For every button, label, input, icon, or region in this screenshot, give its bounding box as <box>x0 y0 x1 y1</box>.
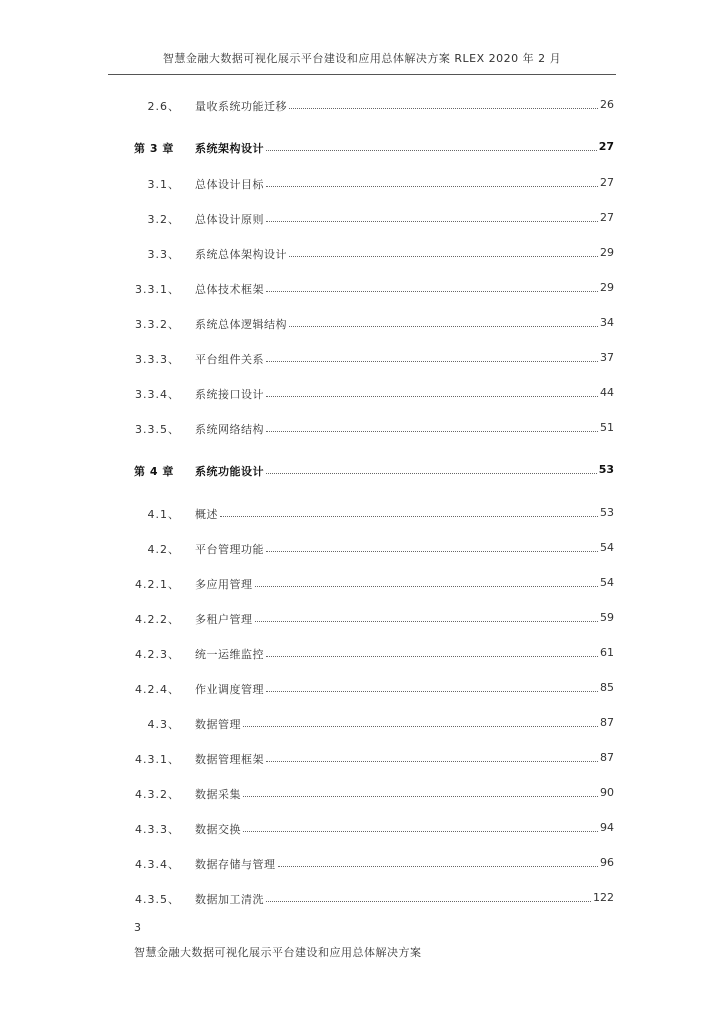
toc-dot-leader <box>266 361 598 362</box>
toc-entry-title: 平台组件关系 <box>195 353 264 366</box>
toc-chapter-entry[interactable] <box>0 140 724 160</box>
toc-dot-leader <box>243 726 598 727</box>
toc-entry-title: 系统架构设计 <box>195 142 264 155</box>
toc-chapter-entry[interactable] <box>0 463 724 483</box>
toc-entry[interactable] <box>0 421 724 441</box>
toc-entry[interactable] <box>0 351 724 371</box>
toc-entry-title: 系统网络结构 <box>195 423 264 436</box>
toc-entry-number: 4.2、 <box>147 543 180 556</box>
toc-dot-leader <box>266 901 591 902</box>
toc-entry-title: 系统功能设计 <box>195 465 264 478</box>
toc-dot-leader <box>243 796 598 797</box>
toc-entry-number: 3.1、 <box>147 178 180 191</box>
toc-entry-page: 122 <box>593 891 614 904</box>
toc-entry-number: 3.3.5、 <box>135 423 180 436</box>
toc-entry-number: 3.3.3、 <box>135 353 180 366</box>
toc-entry-title: 量收系统功能迁移 <box>195 100 287 113</box>
toc-entry[interactable] <box>0 611 724 631</box>
toc-dot-leader <box>255 621 599 622</box>
toc-entry[interactable] <box>0 316 724 336</box>
toc-entry-number: 3.3.1、 <box>135 283 180 296</box>
toc-entry-number: 4.3.1、 <box>135 753 180 766</box>
footer-doc-title: 智慧金融大数据可视化展示平台建设和应用总体解决方案 <box>134 946 422 959</box>
toc-entry-number: 4.2.2、 <box>135 613 180 626</box>
toc-entry-page: 87 <box>600 716 614 729</box>
toc-entry-title: 多应用管理 <box>195 578 253 591</box>
toc-entry-title: 数据管理 <box>195 718 241 731</box>
toc-entry[interactable] <box>0 646 724 666</box>
toc-entry-title: 系统总体架构设计 <box>195 248 287 261</box>
toc-dot-leader <box>266 551 598 552</box>
toc-dot-leader <box>289 108 598 109</box>
toc-entry-page: 94 <box>600 821 614 834</box>
toc-entry-page: 44 <box>600 386 614 399</box>
toc-dot-leader <box>266 691 598 692</box>
toc-dot-leader <box>266 186 598 187</box>
toc-entry-page: 29 <box>600 246 614 259</box>
toc-entry-page: 53 <box>600 506 614 519</box>
toc-entry[interactable] <box>0 716 724 736</box>
toc-entry-number: 4.3.4、 <box>135 858 180 871</box>
toc-entry-page: 34 <box>600 316 614 329</box>
toc-entry[interactable] <box>0 821 724 841</box>
toc-entry-number: 4.1、 <box>147 508 180 521</box>
toc-dot-leader <box>266 291 598 292</box>
toc-entry[interactable] <box>0 246 724 266</box>
toc-entry[interactable] <box>0 506 724 526</box>
toc-entry-title: 数据管理框架 <box>195 753 264 766</box>
toc-entry[interactable] <box>0 681 724 701</box>
toc-entry[interactable] <box>0 98 724 118</box>
toc-entry-number: 2.6、 <box>147 100 180 113</box>
toc-dot-leader <box>243 831 598 832</box>
toc-entry-title: 总体设计原则 <box>195 213 264 226</box>
toc-entry-number: 4.2.3、 <box>135 648 180 661</box>
toc-entry-page: 61 <box>600 646 614 659</box>
toc-entry-number: 3.2、 <box>147 213 180 226</box>
toc-dot-leader <box>255 586 599 587</box>
toc-entry-title: 总体设计目标 <box>195 178 264 191</box>
toc-entry[interactable] <box>0 281 724 301</box>
toc-entry-number: 4.2.1、 <box>135 578 180 591</box>
toc-entry-title: 数据交换 <box>195 823 241 836</box>
toc-entry[interactable] <box>0 176 724 196</box>
toc-entry-title: 系统接口设计 <box>195 388 264 401</box>
toc-entry-number: 4.3.2、 <box>135 788 180 801</box>
page-number: 3 <box>134 921 141 934</box>
toc-entry-title: 平台管理功能 <box>195 543 264 556</box>
toc-entry[interactable] <box>0 386 724 406</box>
toc-entry[interactable] <box>0 576 724 596</box>
toc-dot-leader <box>220 516 598 517</box>
toc-entry-page: 85 <box>600 681 614 694</box>
toc-dot-leader <box>266 221 598 222</box>
toc-entry-page: 37 <box>600 351 614 364</box>
toc-entry-page: 90 <box>600 786 614 799</box>
header-divider <box>108 74 616 75</box>
toc-dot-leader <box>289 256 598 257</box>
toc-entry[interactable] <box>0 541 724 561</box>
toc-entry-number: 第 3 章 <box>134 142 174 155</box>
toc-entry-title: 数据加工清洗 <box>195 893 264 906</box>
toc-entry-page: 54 <box>600 576 614 589</box>
toc-entry-number: 3.3.4、 <box>135 388 180 401</box>
toc-dot-leader <box>266 761 598 762</box>
toc-entry-page: 53 <box>598 463 614 476</box>
toc-entry-number: 4.3、 <box>147 718 180 731</box>
toc-entry-number: 4.3.5、 <box>135 893 180 906</box>
toc-dot-leader <box>266 396 598 397</box>
toc-entry-page: 59 <box>600 611 614 624</box>
toc-entry-number: 4.2.4、 <box>135 683 180 696</box>
toc-entry-title: 数据存储与管理 <box>195 858 276 871</box>
toc-entry[interactable] <box>0 891 724 911</box>
toc-entry-title: 总体技术框架 <box>195 283 264 296</box>
toc-entry[interactable] <box>0 856 724 876</box>
toc-entry-title: 作业调度管理 <box>195 683 264 696</box>
toc-dot-leader <box>278 866 599 867</box>
toc-dot-leader <box>266 473 597 474</box>
toc-entry-title: 多租户管理 <box>195 613 253 626</box>
toc-entry[interactable] <box>0 786 724 806</box>
toc-entry-page: 51 <box>600 421 614 434</box>
toc-dot-leader <box>289 326 598 327</box>
toc-entry-number: 3.3.2、 <box>135 318 180 331</box>
toc-dot-leader <box>266 656 598 657</box>
toc-entry-page: 29 <box>600 281 614 294</box>
toc-entry-number: 4.3.3、 <box>135 823 180 836</box>
toc-entry-number: 3.3、 <box>147 248 180 261</box>
toc-entry-page: 27 <box>598 140 614 153</box>
toc-entry-title: 数据采集 <box>195 788 241 801</box>
toc-entry[interactable] <box>0 211 724 231</box>
toc-entry-title: 统一运维监控 <box>195 648 264 661</box>
toc-entry-title: 概述 <box>195 508 218 521</box>
toc-entry-page: 87 <box>600 751 614 764</box>
toc-entry-number: 第 4 章 <box>134 465 174 478</box>
toc-dot-leader <box>266 431 598 432</box>
toc-dot-leader <box>266 150 597 151</box>
toc-entry-page: 54 <box>600 541 614 554</box>
toc-entry-page: 27 <box>600 176 614 189</box>
toc-entry-page: 26 <box>600 98 614 111</box>
toc-entry-page: 27 <box>600 211 614 224</box>
toc-entry-page: 96 <box>600 856 614 869</box>
toc-entry[interactable] <box>0 751 724 771</box>
toc-entry-title: 系统总体逻辑结构 <box>195 318 287 331</box>
page-header: 智慧金融大数据可视化展示平台建设和应用总体解决方案 RLEX 2020 年 2 月 <box>162 52 562 65</box>
